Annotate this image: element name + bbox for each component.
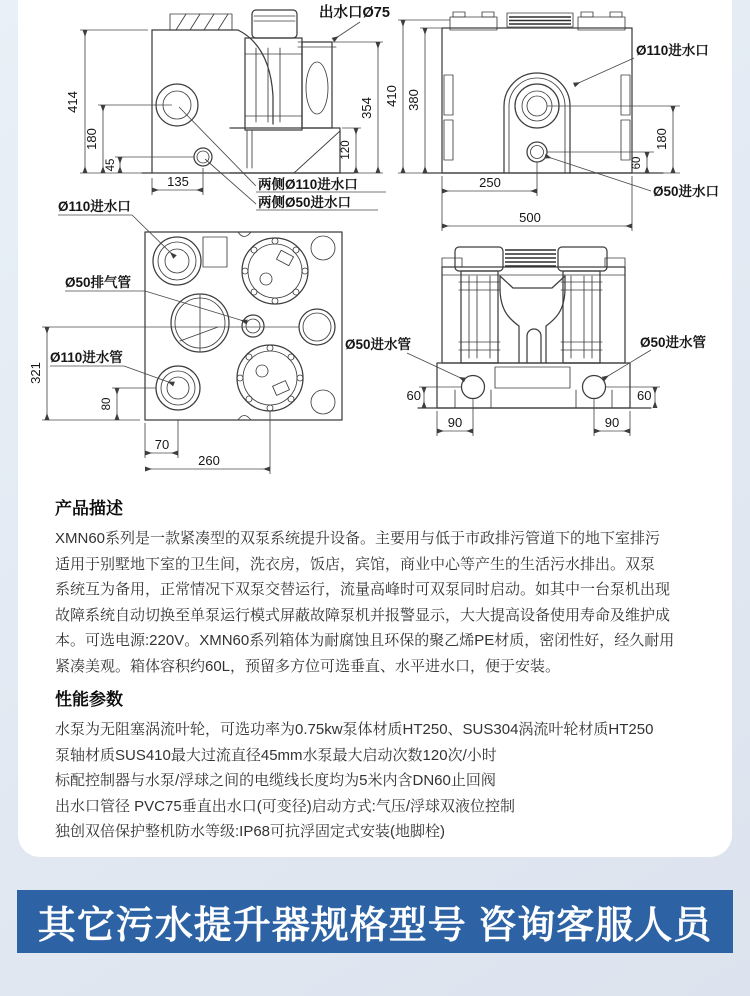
drawing-front-view: [378, 0, 730, 240]
consult-service-banner[interactable]: [17, 890, 733, 953]
drawing-rear-view: [343, 230, 728, 445]
dim-label-60-right: 60: [637, 388, 652, 403]
dim-80: [101, 388, 156, 420]
dim-label-80: 80: [101, 397, 113, 411]
rear-tank-outline: [418, 258, 651, 408]
dim-label-120: 120: [340, 140, 352, 160]
dim-label-354: 354: [359, 97, 374, 119]
dim-60-left: [407, 387, 461, 408]
dim-label-180: 180: [84, 128, 99, 150]
description-line: 适用于别墅地下室的卫生间，洗衣房，饭店，宾馆，商业中心等产生的生活污水排出。双泵: [55, 555, 656, 573]
dim-60-right: [606, 387, 660, 408]
dim-label-60-left: 60: [406, 388, 421, 403]
description-line: 本。可选电源:220V。XMN60系列箱体为耐腐蚀且环保的聚乙烯PE材质，密闭性好，经久耐用: [55, 632, 675, 649]
svg-text:Ø50排气管: Ø50排气管: [65, 275, 132, 290]
description-line: 系统互为备用，正常情况下双泵交替运行，流量高峰时可双泵同时启动。如其中一台泵机出现: [55, 581, 671, 598]
rear-hatch: [505, 250, 556, 266]
label-exhaust-50: [65, 274, 247, 322]
dim-label-90-right: 90: [604, 415, 620, 430]
dim-label-414: 414: [65, 91, 80, 113]
specs-heading: 性能参数: [55, 690, 123, 709]
svg-text:Ø110进水口: Ø110进水口: [58, 199, 131, 214]
svg-text:Ø50进水管: Ø50进水管: [640, 335, 707, 350]
specs-line: 标配控制器与水泵/浮球之间的电缆线长度均为5米内含DN60止回阀: [55, 772, 496, 789]
description-paragraph: [55, 526, 715, 679]
top-ports: [153, 236, 335, 414]
front-dome-and-ports: [504, 73, 570, 173]
dim-label-410: 410: [384, 85, 399, 107]
dim-label-135: 135: [167, 174, 189, 189]
dim-380: [406, 28, 442, 173]
svg-text:Ø110进水管: Ø110进水管: [50, 350, 123, 365]
content-card: [18, 0, 732, 857]
dim-label-260: 260: [198, 453, 220, 468]
label-inlet-50-right: [603, 334, 707, 379]
svg-text:两侧Ø50进水口: 两侧Ø50进水口: [258, 195, 352, 210]
product-text-section: [55, 498, 715, 845]
specs-line: 出水口管径 PVC75垂直出水口(可变径)启动方式:气压/浮球双液位控制: [55, 797, 516, 815]
dim-label-321: 321: [28, 362, 43, 384]
lid-hatch: [507, 13, 573, 27]
dim-label-250: 250: [479, 175, 501, 190]
label-inlet-110-front: [574, 42, 709, 85]
svg-text:出水口Ø75: 出水口Ø75: [319, 5, 390, 21]
top-pump-flange-1: [242, 238, 308, 304]
dim-414: [65, 30, 148, 173]
svg-text:Ø50进水管: Ø50进水管: [345, 337, 412, 352]
top-pump-flange-2: [237, 345, 303, 411]
dim-label-500: 500: [519, 210, 541, 225]
specs-line: 水泵为无阻塞涡流叶轮，可选功率为0.75kw泵体材质HT250、SUS304涡流叶轮材质HT250: [55, 721, 654, 738]
specs-line: 独创双倍保护整机防水等级:IP68可抗浮固定式安装(地脚栓): [55, 823, 446, 840]
rear-pumps: [455, 247, 607, 363]
dim-321: [28, 327, 299, 420]
specs-paragraph: [55, 717, 715, 845]
rear-y-manifold: [500, 276, 565, 363]
svg-text:Ø50进水口: Ø50进水口: [653, 184, 720, 199]
description-line: XMN60系列是一款紧凑型的双泵系统提升设备。主要用与低于市政排污管道下的地下室排污: [55, 530, 661, 547]
dim-120: [340, 128, 361, 173]
dim-label-70: 70: [154, 437, 170, 452]
dim-135: [152, 168, 203, 195]
svg-text:两侧Ø110进水口: 两侧Ø110进水口: [258, 177, 358, 192]
specs-line: 泵轴材质SUS410最大过流直径45mm水泵最大启动次数120次/小时: [55, 746, 497, 764]
dim-label-45: 45: [105, 158, 117, 172]
dim-label-60-front: 60: [631, 156, 643, 170]
dim-70: [145, 420, 178, 458]
dim-45: [105, 157, 194, 173]
svg-text:Ø110进水口: Ø110进水口: [636, 43, 709, 58]
dim-label-380: 380: [406, 89, 421, 111]
label-both-sides-110: [256, 176, 386, 192]
dim-label-180-front: 180: [654, 128, 669, 150]
dim-label-90-left: 90: [447, 415, 463, 430]
dim-60-front: [547, 152, 654, 173]
drawing-top-view: [28, 195, 360, 483]
hatch-block: [176, 14, 228, 30]
label-inlet-110-pipe: [50, 349, 174, 384]
description-line: 故障系统自动切换至单泵运行模式屏蔽故障泵机并报警显示，大大提高设备使用寿命及维护成: [55, 606, 671, 624]
description-line: 紧凑美观。箱体容积约60L，预留多方位可选垂直、水平进水口，便于安装。: [55, 657, 561, 675]
label-inlet-50-left: [345, 336, 465, 380]
description-heading: 产品描述: [55, 499, 123, 518]
banner-text: 其它污水提升器规格型号 咨询客服人员: [37, 905, 713, 947]
